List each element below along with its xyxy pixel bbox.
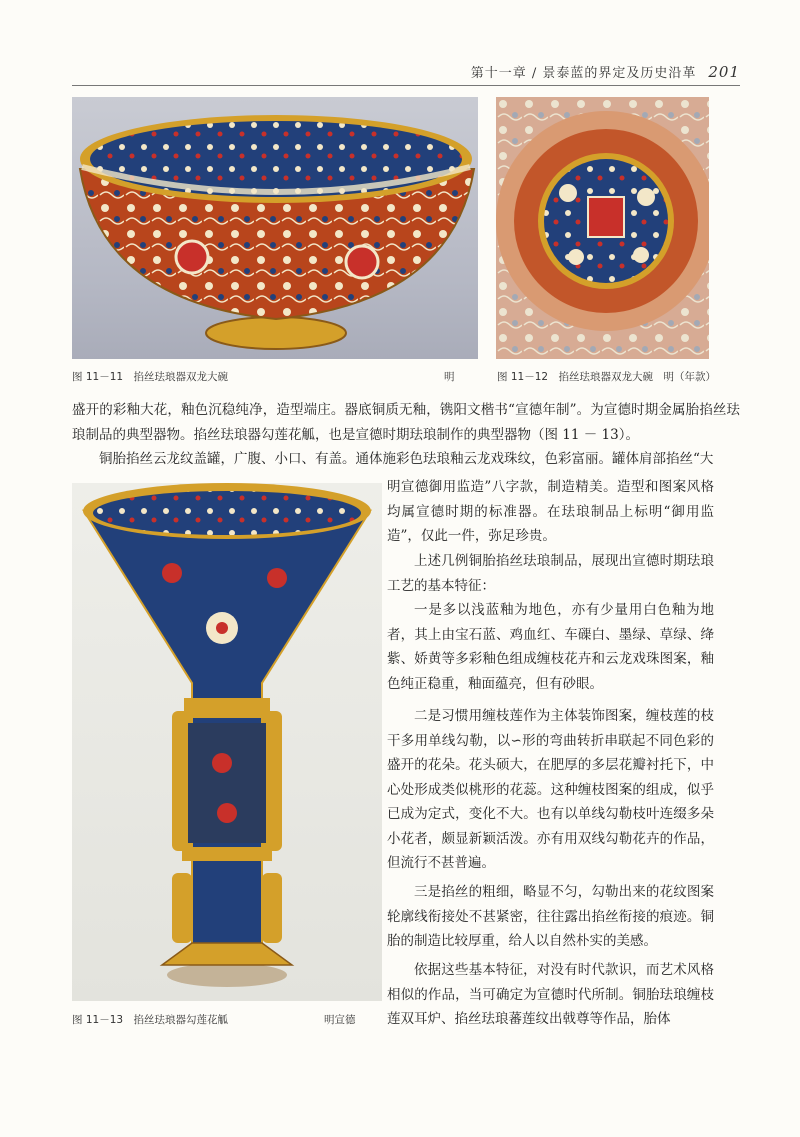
figure-11-13-era <box>324 1012 356 1027</box>
caption-label: 图 11－13 掐丝珐琅器勾莲花觚 <box>72 1014 229 1026</box>
page-number: 201 <box>708 63 740 81</box>
caption-label: 图 11－11 掐丝珐琅器双龙大碗 <box>72 371 229 383</box>
running-header <box>72 62 740 82</box>
figure-base-photo <box>496 97 709 359</box>
caption-era: 明宣德 <box>324 1014 356 1026</box>
paragraph-5: 二是习惯用缠枝莲作为主体装饰图案，缠枝莲的枝干多用单线勾勒，以∽形的弯曲转折串联起不同色彩的盛开的花朵。花头硕大，在肥厚的多层花瓣衬托下，中心处形成类似桃形的花蕊。这种缠枝图案的组成，似乎已成为定式，变化不大。也有以单线勾勒枝叶连缀多朵小花者，颇显新颖活泼。亦有用双线勾勒花卉的作品，但流行不甚普遍。 <box>387 708 714 871</box>
caption-era: 明 <box>444 371 455 383</box>
header-rule <box>72 85 740 86</box>
vase-illustration <box>72 483 382 1001</box>
paragraph-2-start: 铜胎掐丝云龙纹盖罐，广腹、小口、有盖。通体施彩色珐琅釉云龙戏珠纹，色彩富丽。罐体肩部掐丝“大 <box>99 451 714 467</box>
caption-label: 图 11－12 掐丝珐琅器双龙大碗 明（年款） <box>497 371 717 383</box>
bowl-illustration <box>72 97 478 359</box>
base-mark-illustration <box>496 97 709 359</box>
figure-11-12-caption <box>497 369 716 384</box>
figure-11-11-era <box>444 369 455 384</box>
figure-vase-photo <box>72 483 382 1001</box>
figure-11-13-caption <box>72 1012 228 1027</box>
paragraph-7: 依据这些基本特征，对没有时代款识，而艺术风格相似的作品，当可确定为宣德时代所制。铜胎珐琅缠枝莲双耳炉、掐丝珐琅蕃莲纹出戟尊等作品，胎体 <box>387 962 714 1027</box>
paragraph-6: 三是掐丝的粗细，略显不匀，勾勒出来的花纹图案轮廓线衔接处不甚紧密，往往露出掐丝衔接的痕迹。铜胎的制造比较厚重，给人以自然朴实的美感。 <box>387 884 714 949</box>
paragraph-3: 上述几例铜胎掐丝珐琅制品，展现出宣德时期珐琅工艺的基本特征： <box>387 553 714 594</box>
figure-11-11-caption <box>72 369 228 384</box>
paragraph-1: 盛开的彩釉大花，釉色沉稳纯净，造型端庄。器底铜质无釉，镌阳文楷书“宣德年制”。为宣德时期金属胎掐丝珐琅制品的典型器物。掐丝珐琅器勾莲花觚，也是宣德时期珐琅制作的典型器物（图 11 － 13）。 <box>72 402 740 443</box>
figure-bowl-photo <box>72 97 478 359</box>
paragraph-4: 一是多以浅蓝釉为地色，亦有少量用白色釉为地者，其上由宝石蓝、鸡血红、车磲白、墨绿、草绿、绛紫、娇黄等多彩釉色组成缠枝花卉和云龙戏珠图案，釉色纯正稳重，釉面蕴亮，但有砂眼。 <box>387 602 714 692</box>
paragraph-2-cont: 明宣德御用监造”八字款，制造精美。造型和图案风格均属宣德时期的标准器。在珐琅制品上标明“御用监造”，仅此一件，弥足珍贵。 <box>387 479 714 544</box>
chapter-title: 第十一章 / 景泰蓝的界定及历史沿革 <box>470 66 697 81</box>
